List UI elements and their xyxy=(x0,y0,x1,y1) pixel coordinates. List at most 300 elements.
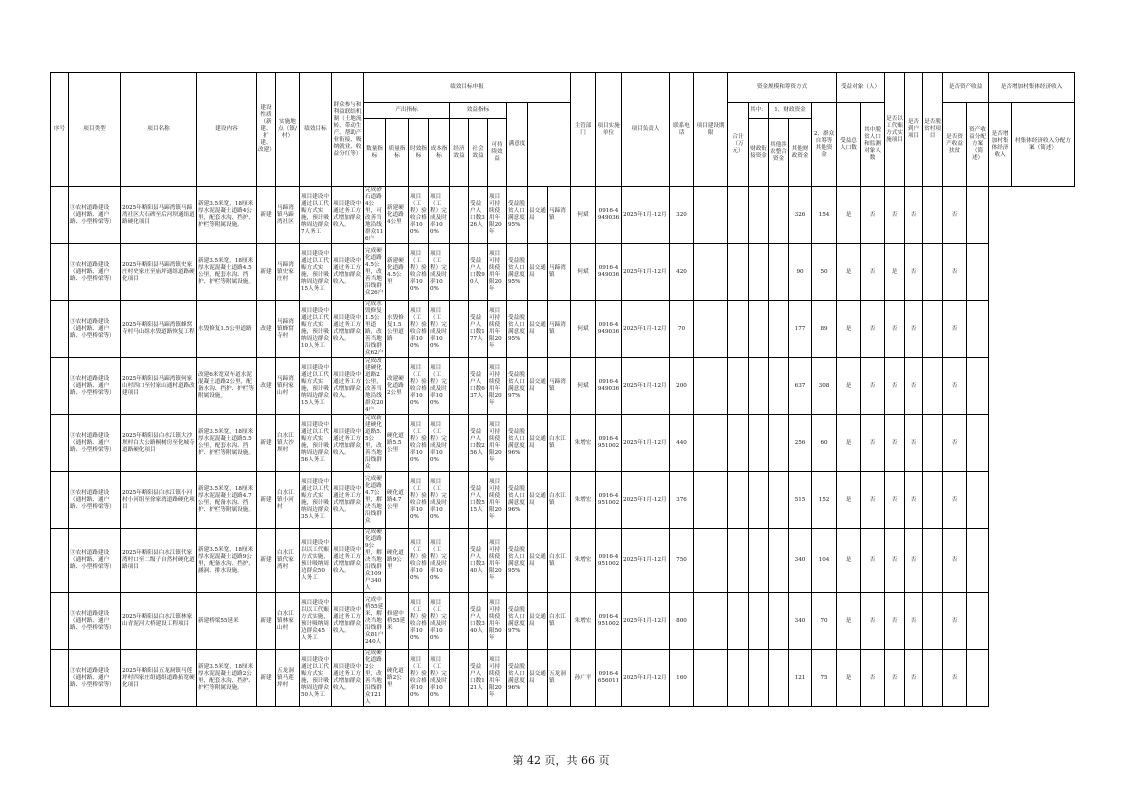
cell-goal: 项目建设中通过以工代赈方式实施，预计吸纳周边群众35人务工 xyxy=(300,472,332,529)
cell-ben_total: 121 xyxy=(789,650,812,707)
cell-qual: 新建硬化道路4.5公里 xyxy=(386,244,409,301)
cell-time: 项目（工程）验收合格率100% xyxy=(409,358,429,415)
cell-mech: 项目建设中通过务工方式增加群众收入。 xyxy=(332,593,364,650)
cell-location: 马蹄湾镇何家山村 xyxy=(276,358,300,415)
col-group-output: 产出指标 xyxy=(364,103,450,119)
cell-location: 白水江镇大沙坝村 xyxy=(276,415,300,472)
cell-period: 2025年1月-12月 xyxy=(622,472,670,529)
cell-qual: 硬化道路4.7公里 xyxy=(386,472,409,529)
cell-content: 新建3.5米宽，18厘米厚水泥混凝土道路2公里，配套水沟、挡护、护栏等附属设施。 xyxy=(197,650,257,707)
cell-cost: 项目（工程）完成及时率100% xyxy=(429,529,450,593)
cell-coll: 否 xyxy=(943,301,967,358)
cell-phone: 0916-4951002 xyxy=(596,415,622,472)
cell-mech: 项目建设中通过务工方式增加群众收入。 xyxy=(332,301,364,358)
cell-dept: 县交通局 xyxy=(528,415,548,472)
col-project-name: 项目名称 xyxy=(121,73,197,187)
cell-content: 新建3.5米宽，18厘米厚水泥混凝土道路9公里，配备水沟、挡护、涵洞、排水设施。 xyxy=(197,529,257,593)
cell-coll: 否 xyxy=(943,593,967,650)
cell-dept: 县交通局 xyxy=(528,593,548,650)
cell-self xyxy=(769,472,789,529)
cell-nature: 新建 xyxy=(257,415,276,472)
cell-period: 2025年1月-12月 xyxy=(622,358,670,415)
cell-content: 水毁修复1.5公里道路 xyxy=(197,301,257,358)
cell-social: 受益户人口数177人 xyxy=(469,301,488,358)
cell-econ xyxy=(450,301,469,358)
cell-econ xyxy=(450,358,469,415)
cell-qual: 硬化道路9公里 xyxy=(386,529,409,593)
cell-coll: 否 xyxy=(943,187,967,244)
cell-qty: 完成中桥55延米，解决当地沿线群众81户240人 xyxy=(364,593,386,650)
cell-coll_plan xyxy=(967,593,989,650)
col-total: 合计（万元） xyxy=(728,103,749,187)
col-group-collective: 是否增加村集体经济收入 xyxy=(989,73,1075,103)
cell-satis: 受益脱贫人口满意度95% xyxy=(507,301,528,358)
cell-sust: 项目可持续使用年限20年 xyxy=(488,358,507,415)
cell-central xyxy=(694,472,728,529)
cell-nature: 新建 xyxy=(257,650,276,707)
cell-qual: 修建中桥55延米 xyxy=(386,593,409,650)
cell-household: 否 xyxy=(861,650,885,707)
cell-seq xyxy=(51,358,69,415)
cell-period: 2025年1月-12月 xyxy=(622,187,670,244)
cell-ben_poor: 104 xyxy=(812,529,837,593)
cell-unit: 白水江镇 xyxy=(548,415,571,472)
cell-name: 2025年略阳县五龙洞镇马莲坪村四家庄组通组道路拓宽硬化项目 xyxy=(121,650,197,707)
cell-central xyxy=(694,301,728,358)
cell-period: 2025年1月-12月 xyxy=(622,650,670,707)
cell-social: 受益户人口数326人 xyxy=(469,187,488,244)
col-collective-inc: 是否增加村集体经济收入 xyxy=(989,103,1012,187)
cell-phone: 0916-4949036 xyxy=(596,244,622,301)
cell-total: 440 xyxy=(670,415,694,472)
cell-other_fin xyxy=(749,187,769,244)
cell-mech: 项目建设中通过务工方式增加群众收入。 xyxy=(332,244,364,301)
cell-mech: 项目建设中通过务工方式增加群众收入。 xyxy=(332,358,364,415)
cell-central xyxy=(694,650,728,707)
cell-household: 否 xyxy=(861,301,885,358)
cell-poorvil: 否 xyxy=(885,301,905,358)
cell-content: 改建6米宽双车道水泥混凝土道路2公里，配备水沟、挡护、护栏等附属设施。 xyxy=(197,358,257,415)
cell-household: 否 xyxy=(861,187,885,244)
col-timely: 时效指标 xyxy=(409,119,429,187)
cell-total: 320 xyxy=(670,187,694,244)
cell-household: 否 xyxy=(861,244,885,301)
cell-unit: 马蹄湾镇 xyxy=(548,358,571,415)
cell-satis: 受益脱贫人口满意度95% xyxy=(507,529,528,593)
col-group-funds: 资金规模和筹资方式 xyxy=(728,73,837,103)
cell-asset_plan xyxy=(923,415,943,472)
cell-satis: 受益脱贫人口满意度97% xyxy=(507,358,528,415)
cell-work: 是 xyxy=(837,244,861,301)
cell-total: 200 xyxy=(670,358,694,415)
cell-goal: 项目建设中通过以工代赈方式实施，预计吸纳周边群众15人务工 xyxy=(300,358,332,415)
cell-time: 项目（工程）验收合格率100% xyxy=(409,650,429,707)
col-content: 建设内容 xyxy=(197,73,257,187)
cell-unit: 马蹄湾镇 xyxy=(548,187,571,244)
cell-household: 否 xyxy=(861,415,885,472)
cell-location: 马蹄湾镇蜂窝寺村 xyxy=(276,301,300,358)
cell-total: 376 xyxy=(670,472,694,529)
cell-mech: 项目建设中通过务工方式增加群众收入。 xyxy=(332,187,364,244)
project-rows xyxy=(51,187,1075,707)
col-self-raised: 2、群众自筹等其他资金 xyxy=(812,103,837,187)
cell-cost: 项目（工程）完成及时率100% xyxy=(429,358,450,415)
cell-total: 160 xyxy=(670,650,694,707)
cell-seq xyxy=(51,593,69,650)
project-table-sheet xyxy=(50,72,1075,706)
col-phone: 联系电话 xyxy=(670,73,694,187)
cell-period: 2025年1月-12月 xyxy=(622,415,670,472)
cell-qual: 改建硬化道路2公里 xyxy=(386,358,409,415)
cell-content: 新建3.5米宽，18厘米厚水泥混凝土道路4.5公里，配套水沟、挡护、护栏等附属设施。 xyxy=(197,244,257,301)
cell-content: 新建桥梁55延米 xyxy=(197,593,257,650)
cell-other_fin xyxy=(749,301,769,358)
table-row xyxy=(51,529,1075,593)
cell-qty: 完成硬化道路9公里，解决当地沿线群众109户340人 xyxy=(364,529,386,593)
cell-nature: 新建 xyxy=(257,244,276,301)
cell-qty: 完成改建硬化道路2公里，改善当地沿线群众204户 xyxy=(364,358,386,415)
cell-dept: 县交通局 xyxy=(528,244,548,301)
table-row xyxy=(51,650,1075,707)
cell-mech: 项目建设中通过务工方式增加群众收入。 xyxy=(332,650,364,707)
cell-type: ③农村道路建设（通村路、通户路、小型桥梁等） xyxy=(69,529,121,593)
cell-qual: 新建硬化道路4公里 xyxy=(386,187,409,244)
cell-poorvil: 是 xyxy=(885,244,905,301)
cell-sust: 项目可持续使用年限20年 xyxy=(488,472,507,529)
cell-time: 项目（工程）验收合格率100% xyxy=(409,244,429,301)
col-seq: 序号 xyxy=(51,73,69,187)
cell-location: 白水江镇代家湾村 xyxy=(276,529,300,593)
cell-goal: 项目建设中通过以工代赈方式实施，预计吸纳周边群众15人务工 xyxy=(300,244,332,301)
cell-cost: 项目（工程）完成及时率100% xyxy=(429,415,450,472)
cell-central xyxy=(694,415,728,472)
cell-mech: 项目建设中通过务工方式增加群众收入。 xyxy=(332,415,364,472)
cell-econ xyxy=(450,593,469,650)
cell-other_fin xyxy=(749,472,769,529)
col-other-fin: 其他财政资金 xyxy=(789,119,812,187)
cell-social: 受益户人口数515人 xyxy=(469,472,488,529)
table-row xyxy=(51,358,1075,415)
cell-econ xyxy=(450,529,469,593)
cell-ben_poor: 154 xyxy=(812,187,837,244)
cell-work: 是 xyxy=(837,358,861,415)
cell-phone: 0916-4949036 xyxy=(596,358,622,415)
cell-coll: 否 xyxy=(943,415,967,472)
cell-name: 2025年略阳县马蹄湾镇马蹄湾社区大石碑至后河坝通组道路硬化项目 xyxy=(121,187,197,244)
cell-period: 2025年1月-12月 xyxy=(622,244,670,301)
cell-coll: 否 xyxy=(943,529,967,593)
cell-total: 70 xyxy=(670,301,694,358)
col-sustain: 可持续效益 xyxy=(488,119,507,187)
cell-location: 马蹄湾镇史家庄村 xyxy=(276,244,300,301)
cell-poorvil: 否 xyxy=(885,650,905,707)
cell-name: 2025年略阳县白水江镇林家山青泥河大桥建设工程项目 xyxy=(121,593,197,650)
cell-coll: 否 xyxy=(943,358,967,415)
cell-work: 是 xyxy=(837,593,861,650)
cell-satis: 受益脱贫人口满意度96% xyxy=(507,650,528,707)
cell-self xyxy=(769,301,789,358)
col-nature: 建设性质（新建、扩建、改建） xyxy=(257,73,276,187)
table-row xyxy=(51,415,1075,472)
col-project-type: 项目类型 xyxy=(69,73,121,187)
cell-name: 2025年略阳县白水江镇小河村小河组至徐家湾道路硬化项目 xyxy=(121,472,197,529)
cell-seq xyxy=(51,244,69,301)
cell-type: ③农村道路建设（通村路、通户路、小型桥梁等） xyxy=(69,244,121,301)
cell-qual: 硬化道路2公里 xyxy=(386,650,409,707)
cell-phone: 0916-4951002 xyxy=(596,472,622,529)
cell-work: 是 xyxy=(837,301,861,358)
cell-time: 项目（工程）验收合格率100% xyxy=(409,593,429,650)
cell-coll: 否 xyxy=(943,650,967,707)
cell-type: ③农村道路建设（通村路、通户路、小型桥梁等） xyxy=(69,187,121,244)
cell-ben_total: 637 xyxy=(789,358,812,415)
cell-asset_plan xyxy=(923,187,943,244)
col-group-beneficiary: 受益对象（人） xyxy=(837,73,885,103)
col-other-fiscal: 其他涉农整合资金 xyxy=(769,119,789,187)
cell-ben_total: 340 xyxy=(789,593,812,650)
col-household-project: 是否到户项目 xyxy=(905,73,923,187)
col-leader: 项目负责人 xyxy=(622,73,670,187)
col-asset-plan: 资产收益分配方案（简述） xyxy=(967,103,989,187)
cell-other_fin xyxy=(749,358,769,415)
cell-total: 420 xyxy=(670,244,694,301)
col-work-relief: 是否以工代赈方式实施项目 xyxy=(885,73,905,187)
col-fiscal: 1、财政资金 xyxy=(769,103,812,119)
cell-qty: 完成水毁修复1.5公里道路，改善当地沿线群众62户 xyxy=(364,301,386,358)
cell-cost: 项目（工程）完成及时率100% xyxy=(429,593,450,650)
cell-asset: 否 xyxy=(905,472,923,529)
cell-self xyxy=(769,358,789,415)
cell-nature: 新建 xyxy=(257,472,276,529)
cell-central xyxy=(694,358,728,415)
cell-type: ③农村道路建设（通村路、通户路、小型桥梁等） xyxy=(69,593,121,650)
cell-econ xyxy=(450,244,469,301)
cell-sust: 项目可持续使用年限20年 xyxy=(488,415,507,472)
cell-qty: 完成硬化道路2公里，改善当地沿线群众121人 xyxy=(364,650,386,707)
cell-self xyxy=(769,529,789,593)
cell-asset_plan xyxy=(923,593,943,650)
cell-sust: 项目可持续使用年限20年 xyxy=(488,650,507,707)
cell-ben_total: 515 xyxy=(789,472,812,529)
cell-social: 受益户人口数340人 xyxy=(469,529,488,593)
col-period: 项目建设期限 xyxy=(694,73,728,187)
cell-other_fin xyxy=(749,415,769,472)
cell-period: 2025年1月-12月 xyxy=(622,529,670,593)
cell-seq xyxy=(51,472,69,529)
cell-phone: 0916-4949036 xyxy=(596,187,622,244)
col-group-performance: 绩效目标申报 xyxy=(364,73,571,103)
cell-ben_poor: 50 xyxy=(812,244,837,301)
cell-cost: 项目（工程）完成及时率100% xyxy=(429,472,450,529)
cell-type: ③农村道路建设（通村路、通户路、小型桥梁等） xyxy=(69,472,121,529)
cell-leader: 何斌 xyxy=(571,358,596,415)
cell-name: 2025年略阳县白水江镇大沙坝村白大公路桐树房至化城寺道路硬化项目 xyxy=(121,415,197,472)
cell-other_fin xyxy=(749,244,769,301)
cell-goal: 项目建设中通过以工代赈方式实施，预计吸纳周边群众50人务工 xyxy=(300,650,332,707)
cell-leader: 何斌 xyxy=(571,244,596,301)
cell-unit: 白水江镇 xyxy=(548,593,571,650)
col-satisfaction: 满意度 xyxy=(507,103,528,187)
cell-coll_plan xyxy=(967,301,989,358)
cell-dept: 县交通局 xyxy=(528,529,548,593)
cell-ben_poor: 89 xyxy=(812,301,837,358)
col-asset-poor: 是否资产收益扶贫 xyxy=(943,103,967,187)
cell-qual: 水毁修复1.5公里道路 xyxy=(386,301,409,358)
cell-unit: 五龙洞镇 xyxy=(548,650,571,707)
cell-goal: 项目建设中通过以工代赈方式实施，预计吸纳周边群众56人务工 xyxy=(300,415,332,472)
cell-ben_total: 340 xyxy=(789,529,812,593)
cell-nature: 改建 xyxy=(257,301,276,358)
cell-nature: 改建 xyxy=(257,358,276,415)
cell-ben_poor: 75 xyxy=(812,650,837,707)
cell-sust: 项目可持续使用年限50年 xyxy=(488,593,507,650)
cell-household: 否 xyxy=(861,529,885,593)
cell-nature: 新建 xyxy=(257,529,276,593)
cell-name: 2025年略阳县马蹄湾镇何家山村四口至付家山通村道路改建项目 xyxy=(121,358,197,415)
cell-unit: 白水江镇 xyxy=(548,529,571,593)
cell-leader: 朱增宏 xyxy=(571,415,596,472)
cell-asset_plan xyxy=(923,358,943,415)
cell-satis: 受益脱贫人口满意度97% xyxy=(507,593,528,650)
cell-coll_plan xyxy=(967,244,989,301)
cell-type: ③农村道路建设（通村路、通户路、小型桥梁等） xyxy=(69,415,121,472)
cell-satis: 受益脱贫人口满意度96% xyxy=(507,415,528,472)
cell-econ xyxy=(450,650,469,707)
cell-asset_plan xyxy=(923,301,943,358)
col-location: 实施地点（镇/村） xyxy=(276,73,300,187)
cell-qual: 硬化道路5.5公里 xyxy=(386,415,409,472)
cell-phone: 0916-4951002 xyxy=(596,529,622,593)
cell-asset: 否 xyxy=(905,244,923,301)
cell-content: 新建3.5米宽，18厘米厚水泥混凝土道路5.5公里，配套水沟、挡护、护栏等附属设施。 xyxy=(197,415,257,472)
cell-social: 受益户人口数340人 xyxy=(469,593,488,650)
table-row xyxy=(51,593,1075,650)
cell-type: ③农村道路建设（通村路、通户路、小型桥梁等） xyxy=(69,358,121,415)
cell-time: 项目（工程）验收合格率100% xyxy=(409,529,429,593)
col-ben-poor: 其中脱贫人口和监测对象人数 xyxy=(861,103,885,187)
cell-asset: 否 xyxy=(905,650,923,707)
cell-self xyxy=(769,244,789,301)
cell-sust: 项目可持续使用年限20年 xyxy=(488,187,507,244)
cell-econ xyxy=(450,472,469,529)
cell-self xyxy=(769,650,789,707)
cell-qty: 完成新建硬化道路5.5公里，改善当地沿线群众 xyxy=(364,415,386,472)
page-footer: 第 42 页，共 66 页 xyxy=(512,754,610,767)
cell-goal: 项目建设中通过以工代赈方式实施，预计吸纳周边群众10人务工 xyxy=(300,301,332,358)
cell-ben_total: 90 xyxy=(789,244,812,301)
cell-poorvil: 否 xyxy=(885,358,905,415)
cell-household: 否 xyxy=(861,472,885,529)
cell-central xyxy=(694,529,728,593)
cell-seq xyxy=(51,187,69,244)
cell-other_fiscal xyxy=(728,187,749,244)
cell-sust: 项目可持续使用年限20年 xyxy=(488,301,507,358)
project-table xyxy=(50,72,1075,707)
col-cost: 成本指标 xyxy=(429,119,450,187)
cell-asset: 否 xyxy=(905,187,923,244)
cell-location: 白水江镇林家山村 xyxy=(276,593,300,650)
cell-other_fiscal xyxy=(728,650,749,707)
cell-time: 项目（工程）验收合格率100% xyxy=(409,472,429,529)
cell-sust: 项目可持续使用年限20年 xyxy=(488,244,507,301)
cell-seq xyxy=(51,650,69,707)
cell-work: 是 xyxy=(837,650,861,707)
col-social: 社会效益 xyxy=(469,119,488,187)
cell-cost: 项目（工程）完成及时率100% xyxy=(429,650,450,707)
cell-work: 是 xyxy=(837,187,861,244)
cell-phone: 0916-4949036 xyxy=(596,301,622,358)
cell-coll_plan xyxy=(967,187,989,244)
cell-econ xyxy=(450,187,469,244)
cell-dept: 县交通局 xyxy=(528,650,548,707)
cell-social: 受益户人口数637人 xyxy=(469,358,488,415)
cell-leader: 朱增宏 xyxy=(571,472,596,529)
cell-poorvil: 否 xyxy=(885,593,905,650)
cell-satis: 受益脱贫人口满意度95% xyxy=(507,244,528,301)
cell-household: 否 xyxy=(861,593,885,650)
cell-qty: 完成砂石道路4公里，可改善当地沿线群众116户 xyxy=(364,187,386,244)
col-collective-plan: 村集体经济收入分配方案（简述） xyxy=(1012,103,1075,187)
cell-content: 新建3.5米宽，18厘米厚水泥混凝土道路4公里，配套水沟、挡护、护栏等附属设施。 xyxy=(197,187,257,244)
cell-work: 是 xyxy=(837,529,861,593)
cell-phone: 0916-4656011 xyxy=(596,650,622,707)
cell-asset_plan xyxy=(923,472,943,529)
table-row xyxy=(51,244,1075,301)
cell-social: 受益户人口数256人 xyxy=(469,415,488,472)
cell-sust: 项目可持续使用年限20年 xyxy=(488,529,507,593)
cell-dept: 县交通局 xyxy=(528,187,548,244)
cell-cost: 项目（工程）完成及时率100% xyxy=(429,244,450,301)
cell-social: 受益户人口数121人 xyxy=(469,650,488,707)
cell-other_fiscal xyxy=(728,529,749,593)
cell-satis: 受益脱贫人口满意度95% xyxy=(507,187,528,244)
cell-goal: 项目建设中以以工代赈方式实施，预计吸纳周边群众50人务工 xyxy=(300,529,332,593)
col-unit: 项目实施单位 xyxy=(596,73,622,187)
cell-cost: 项目（工程）完成及时率100% xyxy=(429,187,450,244)
cell-central xyxy=(694,187,728,244)
cell-other_fiscal xyxy=(728,415,749,472)
cell-poorvil: 否 xyxy=(885,187,905,244)
col-group-asset: 是否资产收益 xyxy=(943,73,989,103)
cell-central xyxy=(694,244,728,301)
cell-other_fiscal xyxy=(728,472,749,529)
cell-household: 否 xyxy=(861,358,885,415)
cell-unit: 马蹄湾镇 xyxy=(548,244,571,301)
col-of-which: 其中： xyxy=(749,103,769,119)
cell-asset_plan xyxy=(923,529,943,593)
cell-location: 五龙洞镇马莲坪村 xyxy=(276,650,300,707)
cell-satis: 受益脱贫人口满意度96% xyxy=(507,472,528,529)
cell-dept: 县交通局 xyxy=(528,472,548,529)
cell-asset_plan xyxy=(923,650,943,707)
cell-coll_plan xyxy=(967,529,989,593)
cell-nature: 新建 xyxy=(257,593,276,650)
cell-other_fiscal xyxy=(728,593,749,650)
col-goal: 绩效目标 xyxy=(300,73,332,187)
cell-self xyxy=(769,593,789,650)
cell-name: 2025年略阳县白水江镇代家湾村口至二级子自然村硬化道路项目 xyxy=(121,529,197,593)
cell-name: 2025年略阳县马蹄湾镇蜂窝寺村马山组水毁道路恢复工程 xyxy=(121,301,197,358)
cell-ben_total: 326 xyxy=(789,187,812,244)
cell-seq xyxy=(51,529,69,593)
cell-coll_plan xyxy=(967,358,989,415)
cell-asset: 否 xyxy=(905,593,923,650)
cell-econ xyxy=(450,415,469,472)
cell-social: 受益户人口数90人 xyxy=(469,244,488,301)
table-row xyxy=(51,187,1075,244)
cell-other_fiscal xyxy=(728,301,749,358)
cell-qty: 完成硬化道路4.7公里，解决当地沿线群众 xyxy=(364,472,386,529)
